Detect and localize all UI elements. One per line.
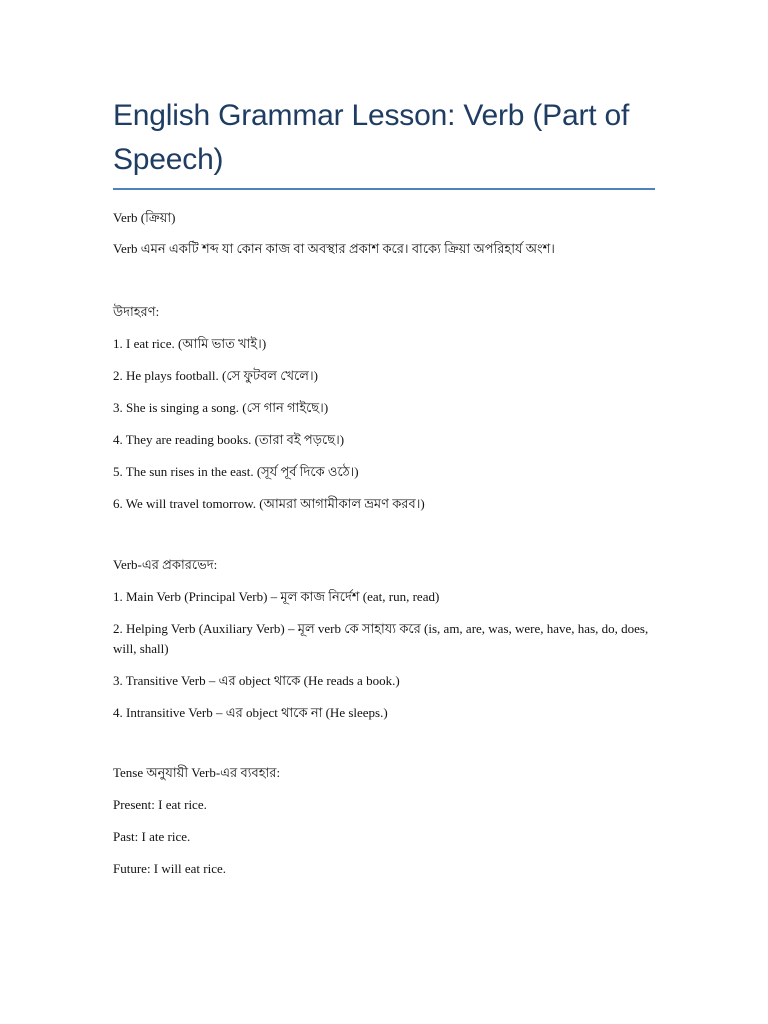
document-page — [113, 94, 655, 891]
type-item: 2. Helping Verb (Auxiliary Verb) – মূল verb কে সাহায্য করে (is, am, are, was, were, have, has, do, does, will, shall) — [113, 621, 649, 656]
tense-item: Future: I will eat rice. — [113, 861, 226, 876]
example-item: 6. We will travel tomorrow. (আমরা আগামীকাল ভ্রমণ করব।) — [113, 496, 425, 511]
type-item: 1. Main Verb (Principal Verb) – মূল কাজ নির্দেশ (eat, run, read) — [113, 589, 440, 604]
type-item: 3. Transitive Verb – এর object থাকে (He reads a book.) — [113, 673, 400, 688]
type-item: 4. Intransitive Verb – এর object থাকে না (He sleeps.) — [113, 705, 388, 720]
verb-heading: Verb (ক্রিয়া) — [113, 210, 176, 225]
tense-item: Present: I eat rice. — [113, 797, 207, 812]
examples-heading: উদাহরণ: — [113, 304, 160, 319]
example-item: 4. They are reading books. (তারা বই পড়ছে।) — [113, 432, 345, 447]
types-list — [113, 587, 655, 723]
document-body — [113, 208, 655, 879]
types-heading: Verb-এর প্রকারভেদ: — [113, 557, 218, 572]
example-item: 5. The sun rises in the east. (সূর্য পূর্ব দিকে ওঠে।) — [113, 464, 359, 479]
document-title: English Grammar Lesson: Verb (Part of Speech) — [113, 94, 655, 190]
examples-list — [113, 334, 655, 514]
tense-heading: Tense অনুযায়ী Verb-এর ব্যবহার: — [113, 765, 281, 780]
example-item: 2. He plays football. (সে ফুটবল খেলে।) — [113, 368, 318, 383]
verb-definition: Verb এমন একটি শব্দ যা কোন কাজ বা অবস্থার প্রকাশ করে। বাক্যে ক্রিয়া অপরিহার্য অংশ। — [113, 241, 555, 256]
example-item: 1. I eat rice. (আমি ভাত খাই।) — [113, 336, 267, 351]
example-item: 3. She is singing a song. (সে গান গাইছে।) — [113, 400, 329, 415]
tense-list — [113, 795, 655, 879]
tense-item: Past: I ate rice. — [113, 829, 191, 844]
